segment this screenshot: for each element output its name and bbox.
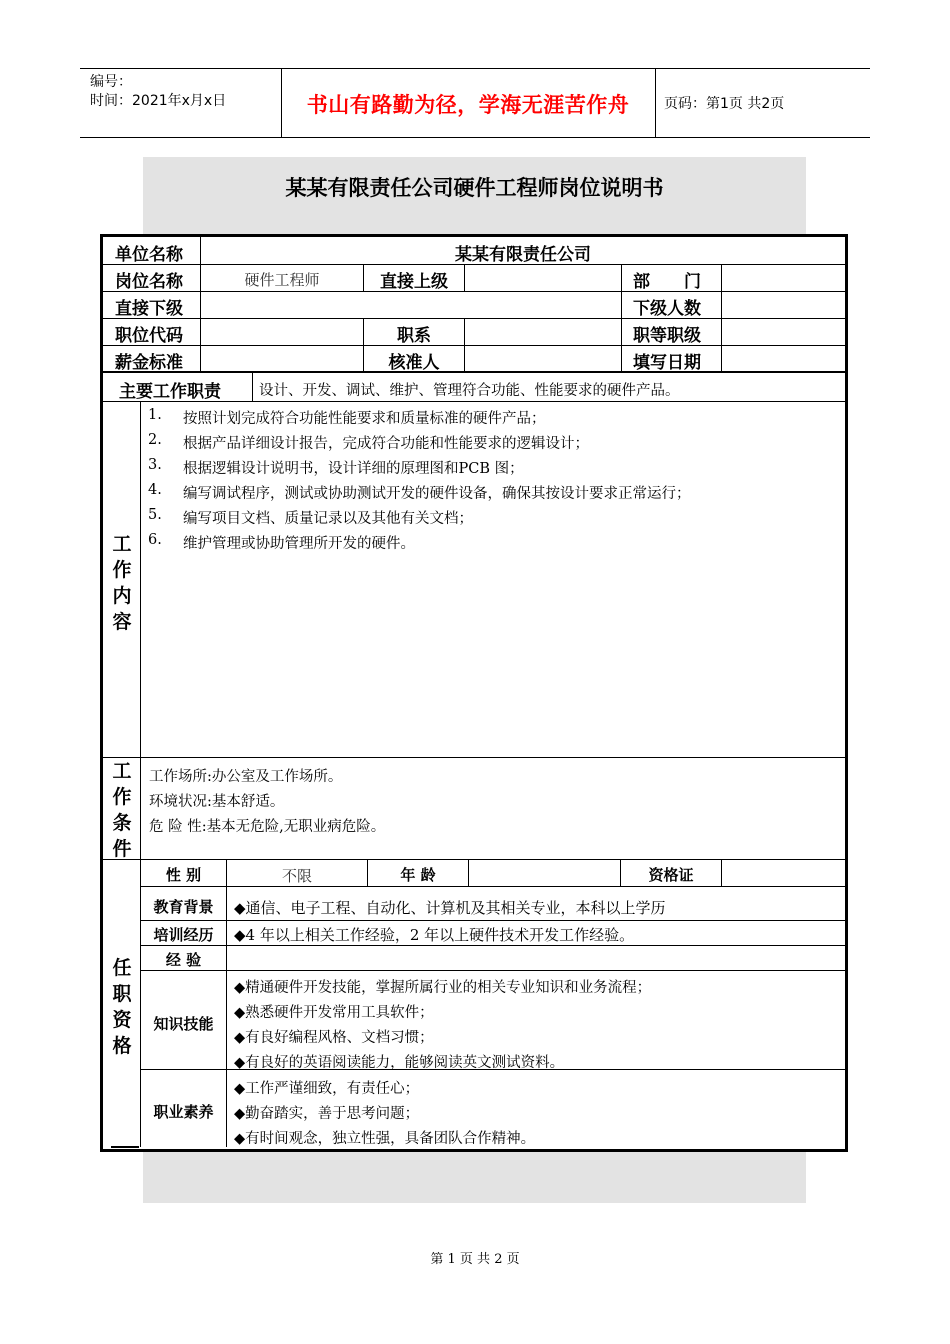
unit-name-label: 单位名称 bbox=[115, 245, 183, 265]
work-condition-line: 危 险 性:基本无危险,无职业病危险。 bbox=[149, 819, 386, 835]
direct-subordinate-label: 直接下级 bbox=[115, 299, 183, 319]
unit-name-value: 某某有限责任公司 bbox=[455, 245, 591, 265]
experience-label: 经 验 bbox=[165, 951, 202, 969]
row-divider bbox=[103, 291, 845, 292]
row-divider bbox=[103, 345, 845, 346]
work-item-num: 4. bbox=[148, 482, 162, 498]
subordinate-count-label: 下级人数 bbox=[633, 299, 701, 319]
job-family-label: 职系 bbox=[397, 326, 431, 346]
professional-item: ◆勤奋踏实，善于思考问题； bbox=[234, 1106, 420, 1122]
row-divider bbox=[141, 945, 845, 946]
work-item-text: 编写项目文档、质量记录以及其他有关文档； bbox=[183, 511, 473, 527]
row-divider bbox=[141, 970, 845, 971]
work-item-text: 根据产品详细设计报告，完成符合功能和性能要求的逻辑设计； bbox=[183, 436, 589, 452]
page-footer: 第 1 页 共 2 页 bbox=[430, 1252, 520, 1267]
col-divider bbox=[721, 264, 722, 371]
work-item-num: 2. bbox=[148, 432, 162, 448]
col-divider bbox=[468, 859, 469, 886]
work-item-text: 按照计划完成符合功能性能要求和质量标准的硬件产品； bbox=[183, 411, 546, 427]
certificate-label: 资格证 bbox=[648, 866, 694, 884]
col-divider bbox=[464, 264, 465, 291]
number-label: 编号： bbox=[90, 74, 132, 90]
col-divider bbox=[140, 401, 141, 1147]
department-label: 部 门 bbox=[633, 272, 701, 292]
row-divider bbox=[103, 318, 845, 319]
header-meta bbox=[90, 73, 226, 111]
document-title: 某某有限责任公司硬件工程师岗位说明书 bbox=[285, 176, 664, 200]
gender-value: 不限 bbox=[281, 867, 312, 885]
professional-item: ◆有时间观念，独立性强，具备团队合作精神。 bbox=[234, 1131, 536, 1147]
col-divider bbox=[464, 318, 465, 371]
knowledge-item: ◆有良好编程风格、文档习惯； bbox=[234, 1030, 434, 1046]
salary-label: 薪金标准 bbox=[115, 353, 183, 373]
education-label: 教育背景 bbox=[153, 898, 214, 916]
work-item-text: 维护管理或协助管理所开发的硬件。 bbox=[183, 536, 415, 552]
row-divider bbox=[141, 886, 845, 887]
work-item-text: 编写调试程序，测试或协助测试开发的硬件设备，确保其按设计要求正常运行； bbox=[183, 486, 691, 502]
col-divider bbox=[621, 264, 622, 371]
main-duty-label: 主要工作职责 bbox=[119, 382, 221, 402]
work-conditions-label: 工 作 条 件 bbox=[112, 760, 132, 860]
work-content-label: 工 作 内 容 bbox=[112, 533, 132, 633]
work-item-num: 3. bbox=[148, 457, 162, 473]
fill-date-label: 填写日期 bbox=[633, 353, 701, 373]
row-divider bbox=[141, 920, 845, 921]
gender-label: 性 别 bbox=[165, 866, 202, 884]
work-item-text: 根据逻辑设计说明书，设计详细的原理图和PCB 图； bbox=[183, 461, 524, 477]
row-divider bbox=[103, 859, 845, 860]
age-label: 年 龄 bbox=[400, 866, 436, 884]
professional-label: 职业素养 bbox=[153, 1103, 214, 1121]
training-label: 培训经历 bbox=[153, 926, 214, 944]
work-condition-line: 环境状况:基本舒适。 bbox=[149, 794, 285, 810]
qualifications-label: 任 职 资 格 bbox=[112, 957, 132, 1057]
direct-superior-label: 直接上级 bbox=[380, 272, 448, 292]
knowledge-item: ◆有良好的英语阅读能力，能够阅读英文测试资料。 bbox=[234, 1055, 565, 1071]
col-divider bbox=[252, 373, 253, 401]
knowledge-item: ◆熟悉硬件开发常用工具软件； bbox=[234, 1005, 434, 1021]
knowledge-label: 知识技能 bbox=[153, 1015, 214, 1033]
work-item-num: 1. bbox=[148, 407, 162, 423]
col-divider bbox=[721, 859, 722, 886]
grade-label: 职等职级 bbox=[633, 326, 701, 346]
header-motto: 书山有路勤为径，学海无涯苦作舟 bbox=[306, 92, 630, 117]
position-name-value: 硬件工程师 bbox=[244, 271, 320, 289]
time-label: 时间：2021年x月x日 bbox=[90, 93, 227, 109]
position-name-label: 岗位名称 bbox=[115, 272, 183, 292]
page-header bbox=[80, 68, 870, 138]
job-description-form bbox=[100, 234, 848, 1152]
work-condition-line: 工作场所:办公室及工作场所。 bbox=[149, 769, 343, 785]
professional-item: ◆工作严谨细致，有责任心； bbox=[234, 1081, 420, 1097]
position-code-label: 职位代码 bbox=[115, 326, 183, 346]
training-value: ◆4 年以上相关工作经验，2 年以上硬件技术开发工作经验。 bbox=[234, 926, 635, 944]
row-divider bbox=[103, 757, 845, 758]
approver-label: 核准人 bbox=[388, 353, 440, 373]
work-item-num: 6. bbox=[148, 532, 162, 548]
education-value: ◆通信、电子工程、自动化、计算机及其相关专业，本科以上学历 bbox=[234, 899, 666, 917]
work-item-num: 5. bbox=[148, 507, 162, 523]
main-duty-value: 设计、开发、调试、维护、管理符合功能、性能要求的硬件产品。 bbox=[259, 383, 680, 399]
row-divider bbox=[111, 1146, 139, 1148]
header-divider bbox=[655, 69, 656, 137]
header-page-info: 页码：第1页 共2页 bbox=[664, 96, 785, 112]
col-divider bbox=[226, 970, 227, 1147]
knowledge-item: ◆精通硬件开发技能，掌握所属行业的相关专业知识和业务流程； bbox=[234, 980, 652, 996]
row-divider bbox=[103, 371, 845, 373]
